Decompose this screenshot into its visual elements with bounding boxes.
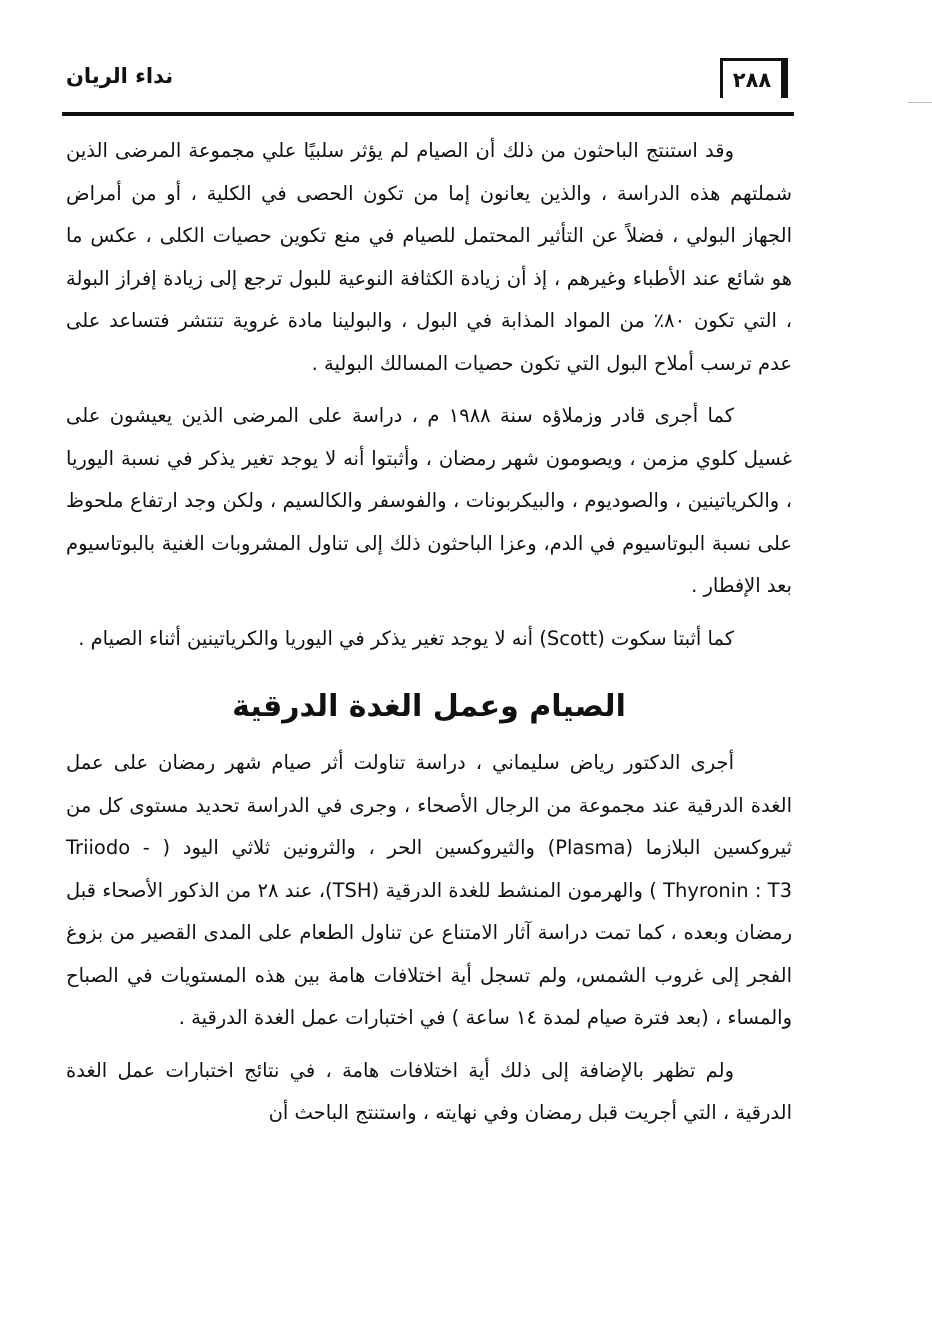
body-text bbox=[66, 130, 792, 1145]
paragraph-scott-study: كما أثبتا سكوت (Scott) أنه لا يوجد تغير يذكر في اليوريا والكرياتينين أثناء الصيام . bbox=[78, 626, 734, 650]
page-number-box bbox=[720, 58, 788, 98]
paragraph-thyroid-study: أجرى الدكتور رياض سليماني ، دراسة تناولت أثر صيام شهر رمضان على عمل الغدة الدرقية عند مجموعة من الرجال الأصحاء ، وجرى في الدراسة تحديد مستوى كل من ثيروكسين البلازما (Plasma) والثيروكسين الحر ، والثرونين ثلاثي اليود ( Triiodo - Thyronin : T3 ) والهرمون المنشط للغدة الدرقية (TSH)، عند ٢٨ من الذكور الأصحاء قبل رمضان وبعده ، كما تمت دراسة آثار الامتناع عن تناول الطعام على المدى القصير من بزوغ الفجر إلى غروب الشمس، ولم تسجل أية اختلافات هامة بين هذه المستويات في الصباح والمساء ، (بعد فترة صيام لمدة ١٤ ساعة ) في اختبارات عمل الغدة الدرقية . bbox=[66, 751, 792, 1029]
header-rule bbox=[62, 112, 794, 116]
paragraph-thyroid-results: ولم تظهر بالإضافة إلى ذلك أية اختلافات هامة ، في نتائج اختبارات عمل الغدة الدرقية ، التي أجريت قبل رمضان وفي نهايته ، واستنتج الباحث أن bbox=[66, 1058, 792, 1124]
section-heading: الصيام وعمل الغدة الدرقية bbox=[232, 689, 626, 724]
running-title: نداء الريان bbox=[66, 64, 174, 88]
page-number: ٢٨٨ bbox=[732, 67, 772, 92]
edge-mark bbox=[908, 102, 932, 103]
paragraph-kidney-stones: وقد استنتج الباحثون من ذلك أن الصيام لم يؤثر سلبيًا علي مجموعة المرضى الذين شملتهم هذه الدراسة ، والذين يعانون إما من تكون الحصى في الكلية ، أو من أمراض الجهاز البولي ، فضلاً عن التأثير المحتمل للصيام في منع تكوين حصيات الكلى ، عكس ما هو شائع عند الأطباء وغيرهم ، إذ أن زيادة الكثافة النوعية للبول ترجع إلى زيادة إفراز البولة ، التي تكون ٨٠٪ من المواد المذابة في البول ، والبولينا مادة غروية تنتشر فتساعد على عدم ترسب أملاح البول التي تكون حصيات المسالك البولية . bbox=[66, 139, 792, 375]
paragraph-dialysis-study: كما أجرى قادر وزملاؤه سنة ١٩٨٨ م ، دراسة على المرضى الذين يعيشون على غسيل كلوي مزمن ، ويصومون شهر رمضان ، وأثبتوا أنه لا يوجد تغير يذكر في نسبة اليوريا ، والكرياتينين ، والصوديوم ، والبيكربونات ، والفوسفر والكالسيم ، ولكن وجد ارتفاع ملحوظ على نسبة البوتاسيوم في الدم، وعزا الباحثون ذلك إلى تناول المشروبات الغنية بالبوتاسيوم بعد الإفطار . bbox=[66, 404, 792, 597]
